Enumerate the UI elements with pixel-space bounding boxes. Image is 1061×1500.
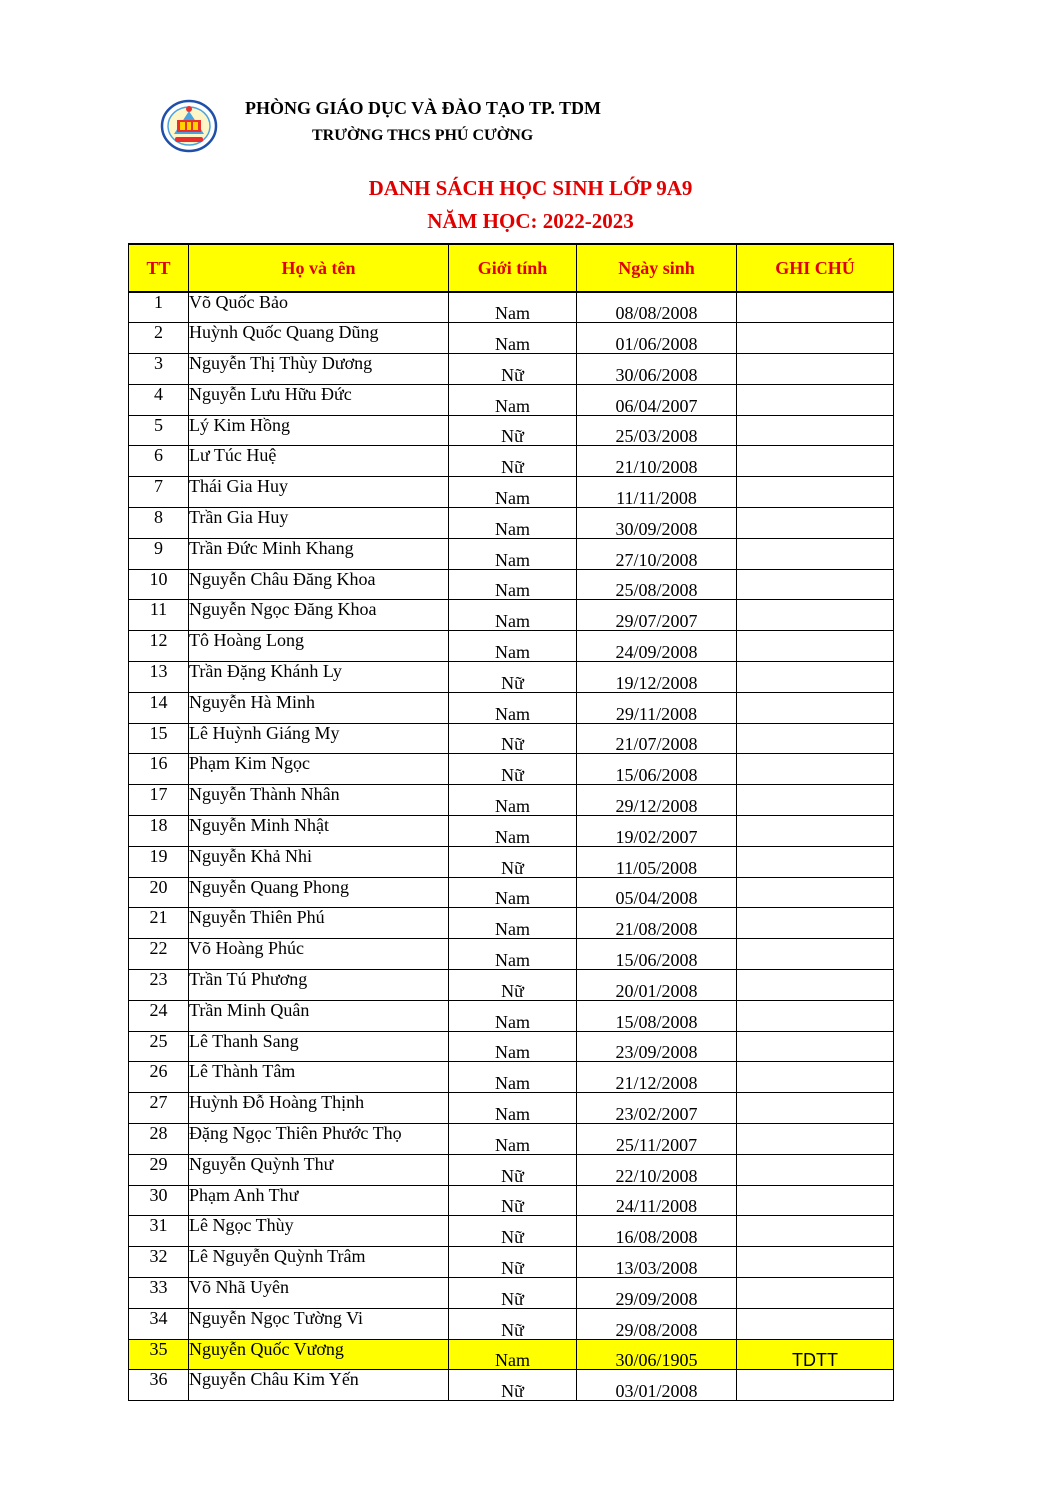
column-header-dob: Ngày sinh	[577, 244, 737, 292]
table-row	[129, 1154, 894, 1185]
student-name: Nguyễn Quốc Vương	[189, 1339, 449, 1370]
student-dob: 03/01/2008	[577, 1370, 737, 1401]
table-row	[129, 631, 894, 662]
row-number: 2	[129, 323, 189, 354]
school-logo	[160, 99, 218, 153]
row-number: 26	[129, 1062, 189, 1093]
student-note	[737, 1308, 894, 1339]
row-number: 33	[129, 1278, 189, 1309]
student-name: Huỳnh Đỗ Hoàng Thịnh	[189, 1093, 449, 1124]
student-name: Võ Quốc Bảo	[189, 292, 449, 323]
department-name: PHÒNG GIÁO DỤC VÀ ĐÀO TẠO TP. TDM	[245, 98, 602, 118]
student-name: Nguyễn Hà Minh	[189, 692, 449, 723]
table-row	[129, 723, 894, 754]
student-note	[737, 1154, 894, 1185]
row-number: 7	[129, 477, 189, 508]
student-gender: Nữ	[449, 1370, 577, 1401]
student-note	[737, 785, 894, 816]
student-name: Nguyễn Thiên Phú	[189, 908, 449, 939]
table-row	[129, 1247, 894, 1278]
student-note	[737, 1278, 894, 1309]
student-table	[128, 243, 894, 1401]
row-number: 31	[129, 1216, 189, 1247]
student-name: Tô Hoàng Long	[189, 631, 449, 662]
row-number: 5	[129, 415, 189, 446]
student-note	[737, 292, 894, 323]
student-dob: 25/03/2008	[577, 415, 737, 446]
student-dob: 29/11/2008	[577, 692, 737, 723]
table-row	[129, 1308, 894, 1339]
student-gender: Nam	[449, 600, 577, 631]
student-name: Nguyễn Quang Phong	[189, 877, 449, 908]
table-row	[129, 600, 894, 631]
student-name: Thái Gia Huy	[189, 477, 449, 508]
column-header-name: Họ và tên	[189, 244, 449, 292]
column-header-tt: TT	[129, 244, 189, 292]
student-gender: Nam	[449, 939, 577, 970]
table-row	[129, 384, 894, 415]
student-name: Trần Minh Quân	[189, 1000, 449, 1031]
student-dob: 21/12/2008	[577, 1062, 737, 1093]
student-name: Lê Ngọc Thùy	[189, 1216, 449, 1247]
row-number: 14	[129, 692, 189, 723]
student-gender: Nữ	[449, 846, 577, 877]
student-note	[737, 1247, 894, 1278]
column-header-gender: Giới tính	[449, 244, 577, 292]
student-name: Phạm Kim Ngọc	[189, 754, 449, 785]
student-gender: Nam	[449, 1124, 577, 1155]
table-row	[129, 846, 894, 877]
row-number: 32	[129, 1247, 189, 1278]
student-dob: 29/08/2008	[577, 1308, 737, 1339]
table-header-row	[129, 244, 894, 292]
row-number: 30	[129, 1185, 189, 1216]
student-dob: 20/01/2008	[577, 970, 737, 1001]
row-number: 4	[129, 384, 189, 415]
row-number: 3	[129, 354, 189, 385]
table-row	[129, 939, 894, 970]
student-dob: 16/08/2008	[577, 1216, 737, 1247]
student-name: Trần Tú Phương	[189, 970, 449, 1001]
student-gender: Nam	[449, 692, 577, 723]
student-dob: 21/10/2008	[577, 446, 737, 477]
student-gender: Nữ	[449, 415, 577, 446]
student-dob: 22/10/2008	[577, 1154, 737, 1185]
table-row	[129, 970, 894, 1001]
table-row	[129, 1278, 894, 1309]
student-note	[737, 1185, 894, 1216]
student-name: Lê Huỳnh Giáng My	[189, 723, 449, 754]
student-name: Trần Gia Huy	[189, 508, 449, 539]
student-gender: Nữ	[449, 723, 577, 754]
student-gender: Nam	[449, 1339, 577, 1370]
student-dob: 29/07/2007	[577, 600, 737, 631]
student-dob: 23/02/2007	[577, 1093, 737, 1124]
student-note	[737, 970, 894, 1001]
student-dob: 24/11/2008	[577, 1185, 737, 1216]
table-row	[129, 477, 894, 508]
student-note	[737, 1031, 894, 1062]
table-row	[129, 1216, 894, 1247]
student-note	[737, 877, 894, 908]
student-dob: 15/06/2008	[577, 939, 737, 970]
row-number: 17	[129, 785, 189, 816]
student-note	[737, 631, 894, 662]
student-gender: Nữ	[449, 1216, 577, 1247]
student-note	[737, 354, 894, 385]
student-gender: Nam	[449, 538, 577, 569]
student-dob: 25/08/2008	[577, 569, 737, 600]
table-row	[129, 446, 894, 477]
student-note	[737, 846, 894, 877]
student-note: TDTT	[737, 1339, 894, 1370]
student-dob: 24/09/2008	[577, 631, 737, 662]
student-note	[737, 692, 894, 723]
table-row	[129, 508, 894, 539]
table-row	[129, 1000, 894, 1031]
table-row	[129, 1093, 894, 1124]
row-number: 29	[129, 1154, 189, 1185]
table-row	[129, 1370, 894, 1401]
student-dob: 23/09/2008	[577, 1031, 737, 1062]
student-gender: Nữ	[449, 970, 577, 1001]
row-number: 21	[129, 908, 189, 939]
student-note	[737, 323, 894, 354]
student-gender: Nam	[449, 785, 577, 816]
student-name: Nguyễn Châu Đăng Khoa	[189, 569, 449, 600]
student-name: Nguyễn Minh Nhật	[189, 816, 449, 847]
student-note	[737, 569, 894, 600]
row-number: 12	[129, 631, 189, 662]
student-gender: Nữ	[449, 354, 577, 385]
student-name: Nguyễn Ngọc Tường Vi	[189, 1308, 449, 1339]
row-number: 15	[129, 723, 189, 754]
student-note	[737, 754, 894, 785]
student-gender: Nam	[449, 1031, 577, 1062]
student-dob: 30/09/2008	[577, 508, 737, 539]
student-gender: Nữ	[449, 1247, 577, 1278]
student-name: Nguyễn Thị Thùy Dương	[189, 354, 449, 385]
school-year: NĂM HỌC: 2022-2023	[427, 209, 634, 233]
table-row	[129, 754, 894, 785]
row-number: 25	[129, 1031, 189, 1062]
student-dob: 05/04/2008	[577, 877, 737, 908]
table-row	[129, 1031, 894, 1062]
student-name: Võ Hoàng Phúc	[189, 939, 449, 970]
table-row	[129, 908, 894, 939]
row-number: 11	[129, 600, 189, 631]
student-name: Nguyễn Châu Kim Yến	[189, 1370, 449, 1401]
row-number: 22	[129, 939, 189, 970]
student-note	[737, 446, 894, 477]
table-row	[129, 662, 894, 693]
student-dob: 19/02/2007	[577, 816, 737, 847]
student-dob: 15/08/2008	[577, 1000, 737, 1031]
student-dob: 29/12/2008	[577, 785, 737, 816]
table-row	[129, 569, 894, 600]
row-number: 19	[129, 846, 189, 877]
student-gender: Nam	[449, 1093, 577, 1124]
student-dob: 11/11/2008	[577, 477, 737, 508]
row-number: 27	[129, 1093, 189, 1124]
student-dob: 19/12/2008	[577, 662, 737, 693]
row-number: 13	[129, 662, 189, 693]
student-name: Trần Đức Minh Khang	[189, 538, 449, 569]
student-note	[737, 384, 894, 415]
row-number: 1	[129, 292, 189, 323]
student-gender: Nam	[449, 569, 577, 600]
student-gender: Nam	[449, 384, 577, 415]
student-name: Nguyễn Khả Nhi	[189, 846, 449, 877]
row-number: 8	[129, 508, 189, 539]
student-dob: 06/04/2007	[577, 384, 737, 415]
student-dob: 30/06/2008	[577, 354, 737, 385]
student-gender: Nam	[449, 631, 577, 662]
student-gender: Nam	[449, 292, 577, 323]
student-dob: 21/07/2008	[577, 723, 737, 754]
student-note	[737, 1216, 894, 1247]
student-gender: Nữ	[449, 1308, 577, 1339]
student-gender: Nam	[449, 508, 577, 539]
student-dob: 21/08/2008	[577, 908, 737, 939]
student-note	[737, 816, 894, 847]
student-gender: Nam	[449, 323, 577, 354]
row-number: 16	[129, 754, 189, 785]
student-note	[737, 415, 894, 446]
row-number: 18	[129, 816, 189, 847]
student-name: Lê Thành Tâm	[189, 1062, 449, 1093]
student-dob: 11/05/2008	[577, 846, 737, 877]
student-name: Nguyễn Ngọc Đăng Khoa	[189, 600, 449, 631]
row-number: 24	[129, 1000, 189, 1031]
student-note	[737, 1062, 894, 1093]
student-name: Võ Nhã Uyên	[189, 1278, 449, 1309]
student-note	[737, 538, 894, 569]
row-number: 23	[129, 970, 189, 1001]
table-row	[129, 415, 894, 446]
table-row	[129, 1339, 894, 1370]
student-note	[737, 1124, 894, 1155]
student-note	[737, 662, 894, 693]
column-header-note: GHI CHÚ	[737, 244, 894, 292]
student-gender: Nữ	[449, 754, 577, 785]
student-gender: Nam	[449, 1062, 577, 1093]
student-dob: 30/06/1905	[577, 1339, 737, 1370]
row-number: 34	[129, 1308, 189, 1339]
student-gender: Nữ	[449, 1185, 577, 1216]
student-gender: Nam	[449, 477, 577, 508]
table-row	[129, 323, 894, 354]
student-name: Nguyễn Lưu Hữu Đức	[189, 384, 449, 415]
student-note	[737, 908, 894, 939]
row-number: 28	[129, 1124, 189, 1155]
table-body	[129, 292, 894, 1401]
student-note	[737, 477, 894, 508]
student-dob: 15/06/2008	[577, 754, 737, 785]
table-row	[129, 538, 894, 569]
student-name: Nguyễn Thành Nhân	[189, 785, 449, 816]
student-note	[737, 1370, 894, 1401]
student-dob: 01/06/2008	[577, 323, 737, 354]
row-number: 6	[129, 446, 189, 477]
student-name: Đặng Ngọc Thiên Phước Thọ	[189, 1124, 449, 1155]
table-row	[129, 877, 894, 908]
student-gender: Nam	[449, 877, 577, 908]
student-gender: Nam	[449, 816, 577, 847]
row-number: 9	[129, 538, 189, 569]
student-gender: Nữ	[449, 1154, 577, 1185]
student-name: Phạm Anh Thư	[189, 1185, 449, 1216]
row-number: 36	[129, 1370, 189, 1401]
student-name: Trần Đặng Khánh Ly	[189, 662, 449, 693]
table-row	[129, 785, 894, 816]
table-row	[129, 1062, 894, 1093]
student-gender: Nữ	[449, 1278, 577, 1309]
student-note	[737, 1093, 894, 1124]
table-row	[129, 692, 894, 723]
student-gender: Nam	[449, 908, 577, 939]
student-gender: Nữ	[449, 446, 577, 477]
student-note	[737, 939, 894, 970]
student-name: Lý Kim Hồng	[189, 415, 449, 446]
student-note	[737, 600, 894, 631]
student-note	[737, 508, 894, 539]
student-gender: Nữ	[449, 662, 577, 693]
row-number: 20	[129, 877, 189, 908]
table-row	[129, 816, 894, 847]
student-dob: 25/11/2007	[577, 1124, 737, 1155]
student-name: Lư Túc Huệ	[189, 446, 449, 477]
student-name: Lê Thanh Sang	[189, 1031, 449, 1062]
school-name: TRƯỜNG THCS PHÚ CƯỜNG	[312, 127, 534, 144]
row-number: 10	[129, 569, 189, 600]
table-row	[129, 1185, 894, 1216]
student-gender: Nam	[449, 1000, 577, 1031]
student-note	[737, 723, 894, 754]
table-row	[129, 354, 894, 385]
student-name: Lê Nguyễn Quỳnh Trâm	[189, 1247, 449, 1278]
student-dob: 13/03/2008	[577, 1247, 737, 1278]
student-dob: 08/08/2008	[577, 292, 737, 323]
student-name: Huỳnh Quốc Quang Dũng	[189, 323, 449, 354]
student-name: Nguyễn Quỳnh Thư	[189, 1154, 449, 1185]
document-title: DANH SÁCH HỌC SINH LỚP 9A9	[368, 176, 693, 200]
row-number: 35	[129, 1339, 189, 1370]
student-dob: 29/09/2008	[577, 1278, 737, 1309]
table-row	[129, 292, 894, 323]
student-dob: 27/10/2008	[577, 538, 737, 569]
table-row	[129, 1124, 894, 1155]
student-note	[737, 1000, 894, 1031]
